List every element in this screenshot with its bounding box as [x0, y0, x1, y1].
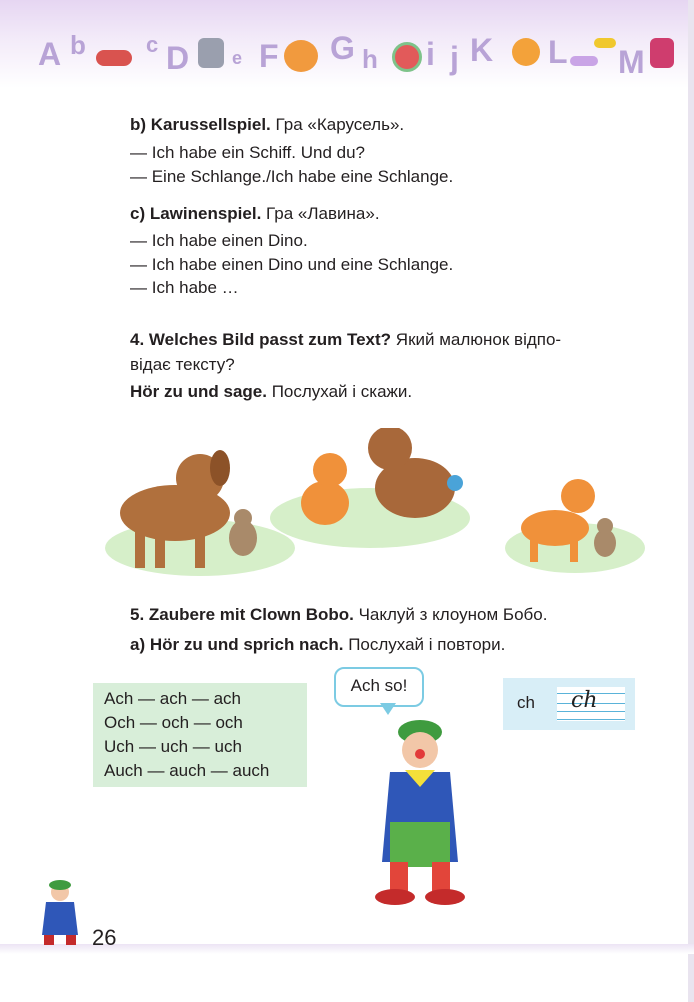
banner-letter: h [362, 44, 378, 74]
task5-sub-de: a) Hör zu und sprich nach. [130, 635, 344, 654]
task4-heading [130, 329, 561, 350]
vowel-line: Ach — ach — ach [104, 689, 242, 708]
task4-heading-de: 4. Welches Bild passt zum Text? [130, 330, 392, 349]
clown-bobo-picture [350, 712, 490, 907]
task4-instruction [130, 381, 412, 402]
section-b-title-uk: Гра «Карусель». [275, 115, 405, 134]
task5-sub-uk: Послухай і повтори. [348, 635, 506, 654]
banner-letter: b [70, 30, 86, 60]
ball-icon [392, 42, 422, 72]
banner-letter: F [259, 38, 279, 74]
banner-letter: K [470, 32, 494, 68]
section-c-title-uk: Гра «Лавина». [266, 204, 380, 223]
glasses-icon [594, 38, 616, 48]
handwriting-lines [557, 687, 625, 721]
snake-icon [570, 56, 598, 66]
section-b-line: — Eine Schlange./Ich habe eine Schlange. [130, 167, 454, 186]
top-banner [0, 0, 694, 88]
section-c-heading [130, 203, 380, 224]
task4-instr-de: Hör zu und sage. [130, 382, 267, 401]
section-c-line: — Ich habe … [130, 278, 239, 297]
banner-letter: e [232, 48, 243, 68]
fox-icon [284, 40, 318, 72]
section-b-line: — Ich habe ein Schiff. Und du? [130, 143, 366, 162]
task4-pictures [100, 428, 660, 588]
section-c-line: — Ich habe einen Dino und eine Schlange. [130, 255, 454, 274]
banner-letter: A [38, 36, 62, 72]
vowel-line: Och — och — och [104, 713, 243, 732]
vowel-line: Auch — auch — auch [104, 761, 270, 780]
banner-letter: L [548, 34, 568, 70]
section-c-line: — Ich habe einen Dino. [130, 231, 308, 250]
section-b-heading [130, 114, 404, 135]
task5-subheading [130, 634, 505, 655]
vowel-line: Uch — uch — uch [104, 737, 242, 756]
task5-heading-uk: Чаклуй з клоуном Бобо. [358, 605, 548, 624]
banner-letter: c [146, 32, 159, 57]
alphabet-decoration [0, 0, 694, 88]
task4-heading-uk: Який малюнок відпо- [395, 330, 562, 349]
crab-icon [512, 38, 540, 66]
speech-bubble: Ach so! [334, 667, 424, 707]
vowel-practice-box [93, 683, 307, 787]
banner-letter: j [450, 40, 459, 76]
dog-and-mouse-picture [105, 450, 295, 576]
cat-and-dog-picture [270, 428, 470, 548]
banner-letter: M [618, 44, 645, 80]
banner-letter: D [166, 40, 190, 76]
task4-instr-uk: Послухай і скажи. [271, 382, 413, 401]
toy-icon [650, 38, 674, 68]
letter-label: ch [517, 693, 535, 712]
handwriting-sample: ch [571, 688, 598, 713]
banner-letter: G [330, 30, 355, 66]
page-number: 26 [92, 925, 117, 950]
letter-writing-box [503, 678, 635, 730]
task4-heading-uk-cont: відає тексту? [130, 355, 235, 374]
task5-heading-de: 5. Zaubere mit Clown Bobo. [130, 605, 354, 624]
section-c-title-de: c) Lawinenspiel. [130, 204, 262, 223]
section-b-title-de: b) Karussellspiel. [130, 115, 271, 134]
banner-letter: i [426, 36, 435, 72]
task5-heading [130, 604, 547, 625]
airplane-icon [96, 50, 132, 66]
page-edge [688, 0, 694, 1002]
clown-mini-icon [34, 880, 88, 950]
robot-icon [198, 38, 224, 68]
cat-and-mouse-picture [505, 479, 645, 573]
